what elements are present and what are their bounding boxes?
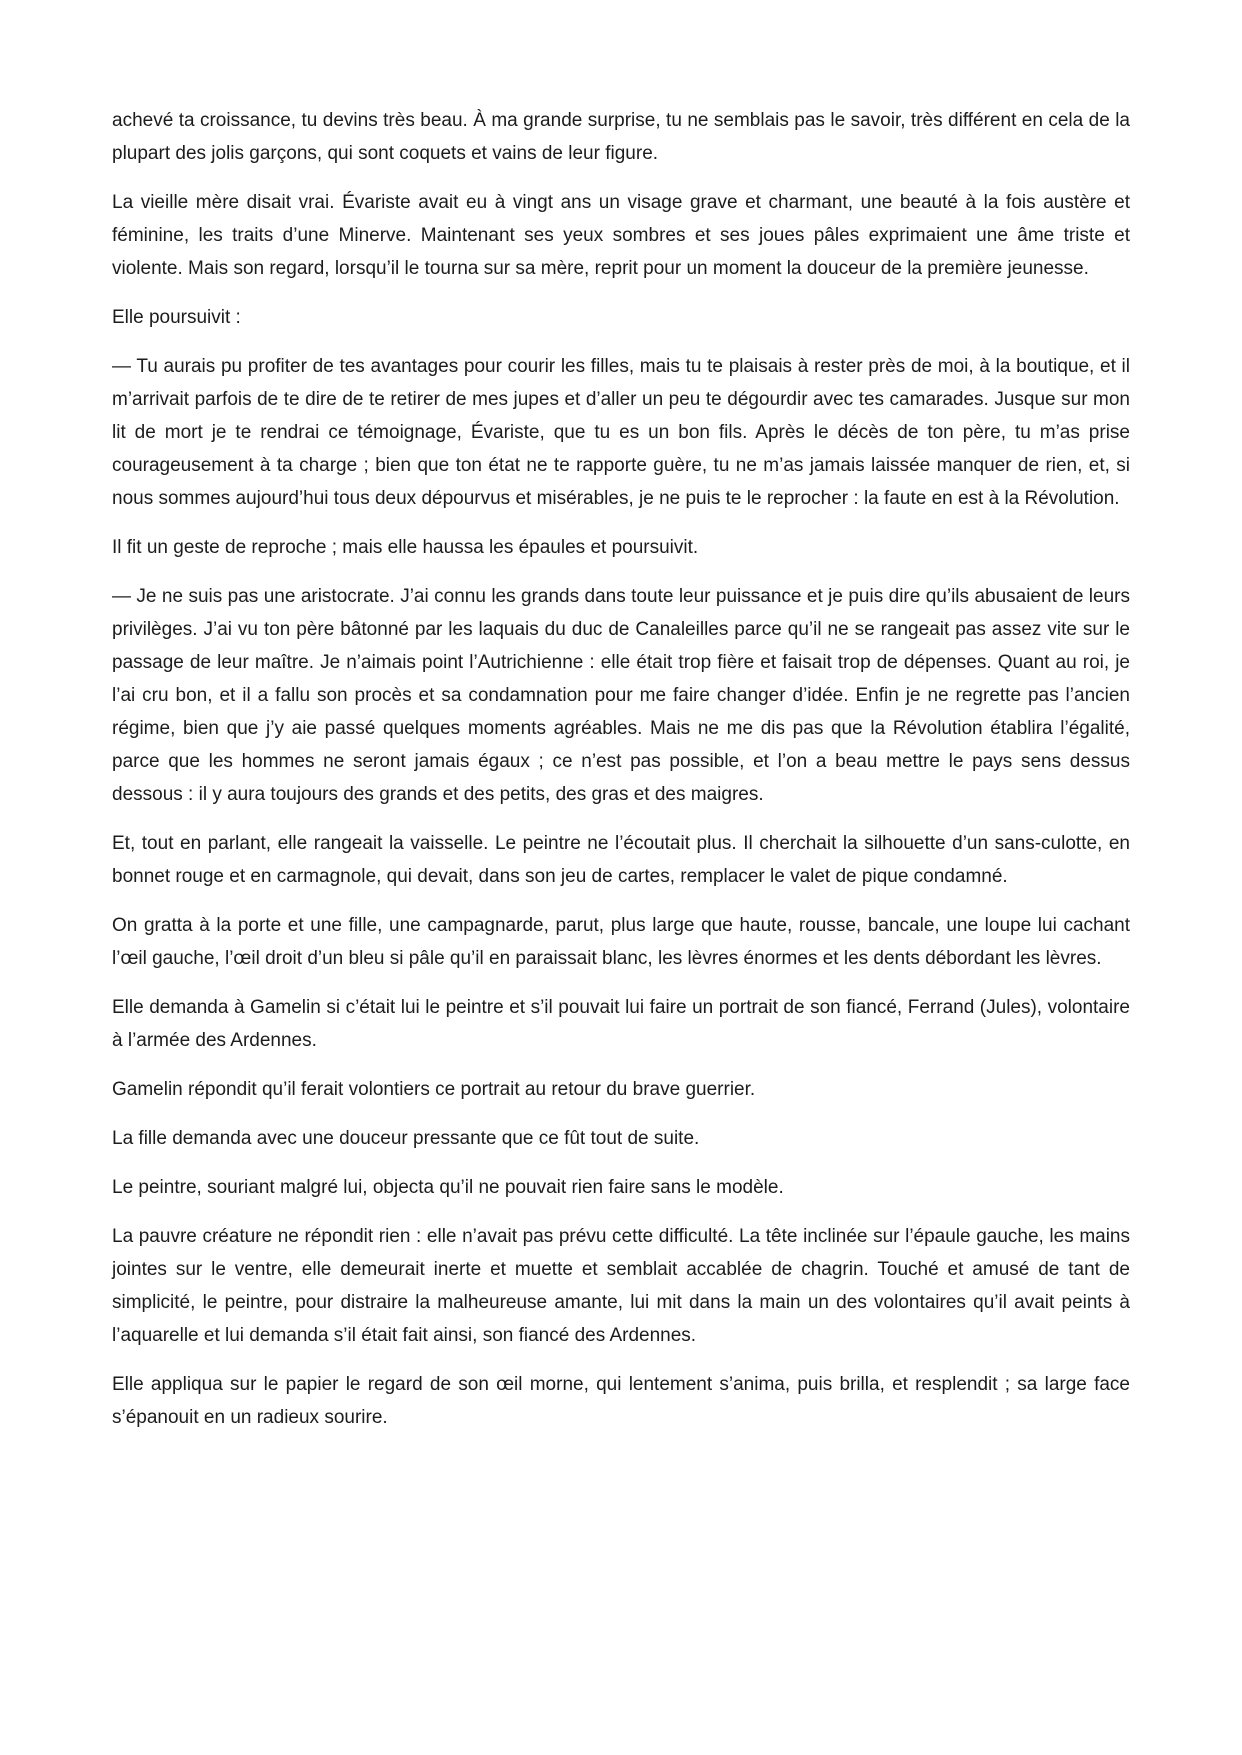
paragraph: La fille demanda avec une douceur pressante que ce fût tout de suite. xyxy=(112,1128,700,1149)
paragraph: On gratta à la porte et une fille, une campagnarde, parut, plus large que haute, rousse, bancale, une loupe lui cachant l’œil gauche, l’œil droit d’un bleu si pâle qu’il en paraissait blanc, les lèvres énormes et les dents débordant les lèvres. xyxy=(112,915,1130,969)
paragraph: Elle poursuivit : xyxy=(112,307,241,328)
paragraph: Et, tout en parlant, elle rangeait la vaisselle. Le peintre ne l’écoutait plus. Il cherchait la silhouette d’un sans-culotte, en bonnet rouge et en carmagnole, qui devait, dans son jeu de cartes, remplacer le valet de pique condamné. xyxy=(112,833,1130,887)
paragraph: achevé ta croissance, tu devins très beau. À ma grande surprise, tu ne semblais pas le savoir, très différent en cela de la plupart des jolis garçons, qui sont coquets et vains de leur figure. xyxy=(112,110,1130,164)
paragraph: — Je ne suis pas une aristocrate. J’ai connu les grands dans toute leur puissance et je puis dire qu’ils abusaient de leurs privilèges. J’ai vu ton père bâtonné par les laquais du duc de Canaleilles parce qu’il ne se rangeait pas assez vite sur le passage de leur maître. Je n’aimais point l’Autrichienne : elle était trop fière et faisait trop de dépenses. Quant au roi, je l’ai cru bon, et il a fallu son procès et sa condamnation pour me faire changer d’idée. Enfin je ne regrette pas l’ancien régime, bien que j’y aie passé quelques moments agréables. Mais ne me dis pas que la Révolution établira l’égalité, parce que les hommes ne seront jamais égaux ; ce n’est pas possible, et l’on a beau mettre le pays sens dessus dessous : il y aura toujours des grands et des petits, des gras et des maigres. xyxy=(112,586,1130,805)
paragraph: Elle appliqua sur le papier le regard de son œil morne, qui lentement s’anima, puis brilla, et resplendit ; sa large face s’épanouit en un radieux sourire. xyxy=(112,1374,1130,1428)
paragraph: Le peintre, souriant malgré lui, objecta qu’il ne pouvait rien faire sans le modèle. xyxy=(112,1177,784,1198)
paragraph: Gamelin répondit qu’il ferait volontiers ce portrait au retour du brave guerrier. xyxy=(112,1079,756,1100)
paragraph: La pauvre créature ne répondit rien : elle n’avait pas prévu cette difficulté. La tête inclinée sur l’épaule gauche, les mains jointes sur le ventre, elle demeurait inerte et muette et semblait accablée de chagrin. Touché et amusé de tant de simplicité, le peintre, pour distraire la malheureuse amante, lui mit dans la main un des volontaires qu’il avait peints à l’aquarelle et lui demanda s’il était fait ainsi, son fiancé des Ardennes. xyxy=(112,1226,1130,1346)
paragraph: — Tu aurais pu profiter de tes avantages pour courir les filles, mais tu te plaisais à rester près de moi, à la boutique, et il m’arrivait parfois de te dire de te retirer de mes jupes et d’aller un peu te dégourdir avec tes camarades. Jusque sur mon lit de mort je te rendrai ce témoignage, Évariste, que tu es un bon fils. Après le décès de ton père, tu m’as prise courageusement à ta charge ; bien que ton état ne te rapporte guère, tu ne m’as jamais laissée manquer de rien, et, si nous sommes aujourd’hui tous deux dépourvus et misérables, je ne puis te le reprocher : la faute en est à la Révolution. xyxy=(112,356,1130,509)
paragraph: Il fit un geste de reproche ; mais elle haussa les épaules et poursuivit. xyxy=(112,537,699,558)
paragraph: Elle demanda à Gamelin si c’était lui le peintre et s’il pouvait lui faire un portrait de son fiancé, Ferrand (Jules), volontaire à l’armée des Ardennes. xyxy=(112,997,1130,1051)
paragraph: La vieille mère disait vrai. Évariste avait eu à vingt ans un visage grave et charmant, une beauté à la fois austère et féminine, les traits d’une Minerve. Maintenant ses yeux sombres et ses joues pâles exprimaient une âme triste et violente. Mais son regard, lorsqu’il le tourna sur sa mère, reprit pour un moment la douceur de la première jeunesse. xyxy=(112,192,1130,279)
